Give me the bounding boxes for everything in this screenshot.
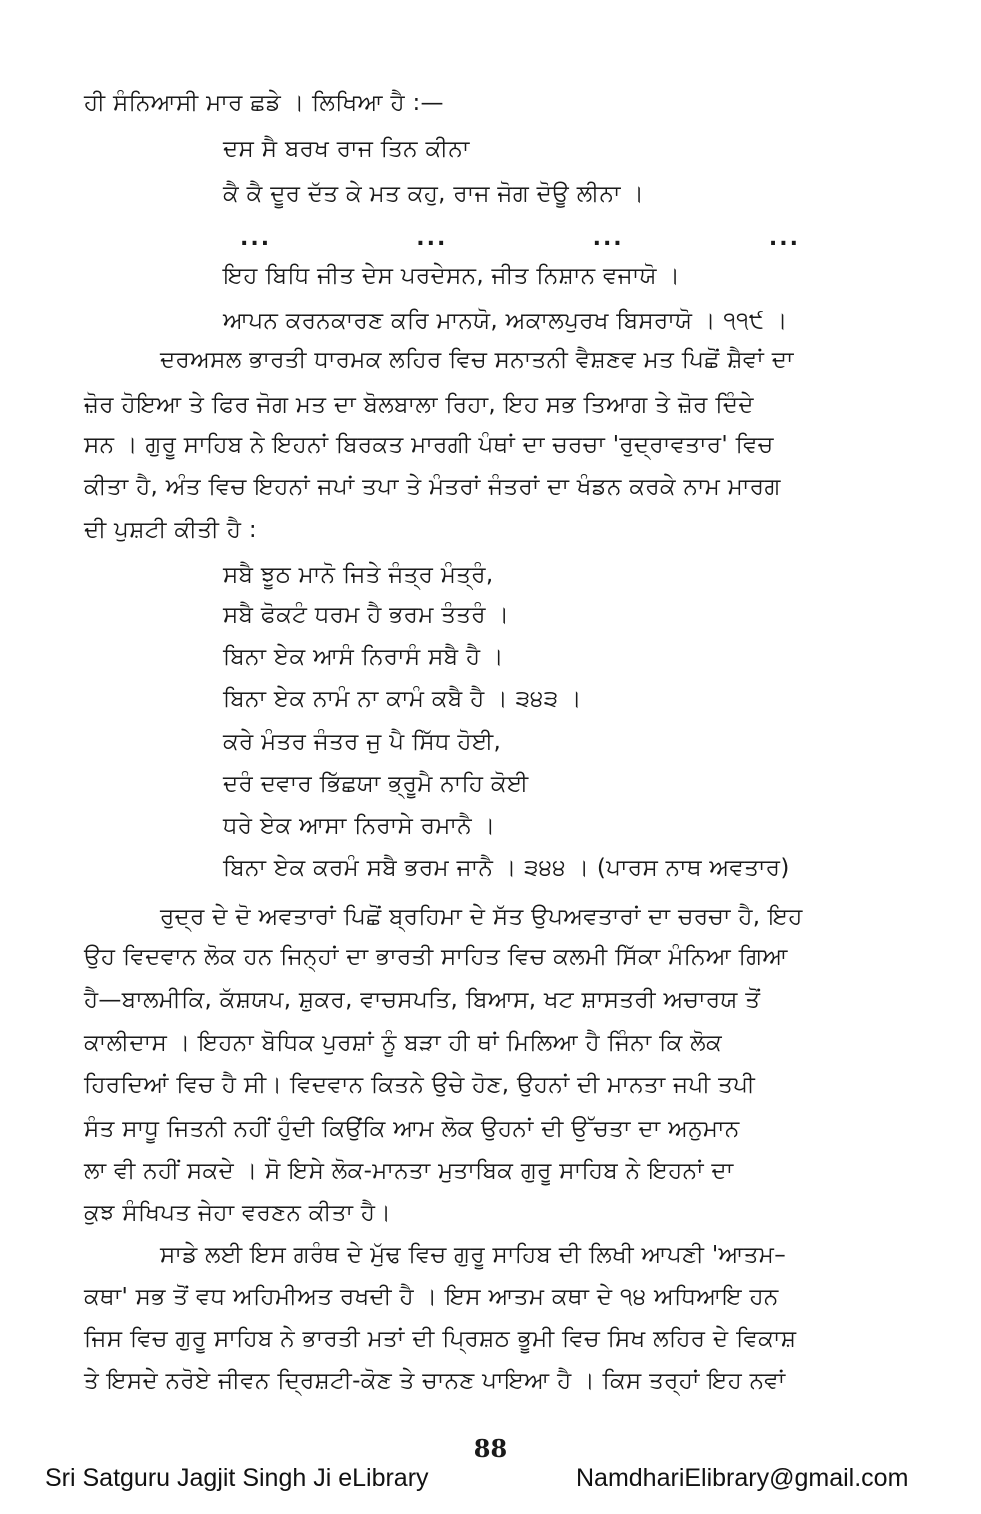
ellipsis: ... <box>416 226 448 251</box>
paragraph-start: ਦਰਅਸਲ ਭਾਰਤੀ ਧਾਰਮਕ ਲਹਿਰ ਵਿਚ ਸਨਾਤਨੀ ਵੈਸ਼ਣਵ ਮਤ ਪਿਛੋਂ ਸ਼ੈਵਾਂ ਦਾ <box>160 347 794 373</box>
paragraph-start: ਰੁਦ੍ਰ ਦੇ ਦੋ ਅਵਤਾਰਾਂ ਪਿਛੋਂ ਬ੍ਰਹਿਮਾ ਦੇ ਸੱਤ ਉਪਅਵਤਾਰਾਂ ਦਾ ਚਰਚਾ ਹੈ, ਇਹ <box>160 904 803 930</box>
footer-email: NamdhariElibrary@gmail.com <box>576 1464 909 1492</box>
verse-line: ਬਿਨਾ ਏਕ ਕਰਮੰ ਸਬੈ ਭਰਮ ਜਾਨੈ । ੩੪੪ । (ਪਾਰਸ ਨਾਥ ਅਵਤਾਰ) <box>223 855 790 881</box>
text-line: ਤੇ ਇਸਦੇ ਨਰੋਏ ਜੀਵਨ ਦ੍ਰਿਸ਼ਟੀ-ਕੋਣ ਤੇ ਚਾਨਣ ਪਾਇਆ ਹੈ । ਕਿਸ ਤਰ੍ਹਾਂ ਇਹ ਨਵਾਂ <box>84 1368 786 1394</box>
verse-line: ਕੈ ਕੈ ਦੂਰ ਦੱਤ ਕੇ ਮਤ ਕਹੁ, ਰਾਜ ਜੋਗ ਦੋਊ ਲੀਨਾ । <box>223 181 645 207</box>
text-line: ਕਾਲੀਦਾਸ । ਇਹਨਾ ਬੋਧਿਕ ਪੁਰਸ਼ਾਂ ਨੂੰ ਬੜਾ ਹੀ ਥਾਂ ਮਿਲਿਆ ਹੈ ਜਿੰਨਾ ਕਿ ਲੋਕ <box>84 1030 722 1056</box>
verse-line: ਧਰੇ ਏਕ ਆਸਾ ਨਿਰਾਸੇ ਰਮਾਨੈ । <box>223 813 496 839</box>
verse-line: ਸਬੈ ਫੋਕਟੰ ਧਰਮ ਹੈ ਭਰਮ ਤੰਤਰੰ । <box>223 602 510 628</box>
text-line: ਹਿਰਦਿਆਂ ਵਿਚ ਹੈ ਸੀ। ਵਿਦਵਾਨ ਕਿਤਨੇ ਉਚੇ ਹੋਣ, ਉਹਨਾਂ ਦੀ ਮਾਨਤਾ ਜਪੀ ਤਪੀ <box>84 1072 756 1098</box>
verse-ellipsis-row <box>240 226 800 251</box>
page-number: 88 <box>473 1434 508 1463</box>
text-line: ਜਿਸ ਵਿਚ ਗੁਰੂ ਸਾਹਿਬ ਨੇ ਭਾਰਤੀ ਮਤਾਂ ਦੀ ਪ੍ਰਿਸ਼ਠ ਭੂਮੀ ਵਿਚ ਸਿਖ ਲਹਿਰ ਦੇ ਵਿਕਾਸ਼ <box>84 1326 797 1352</box>
ellipsis: ... <box>592 226 624 251</box>
verse-line: ਕਰੇ ਮੰਤਰ ਜੰਤਰ ਜੁ ਪੈ ਸਿੱਧ ਹੋਈ, <box>223 729 502 755</box>
text-line: ਕੀਤਾ ਹੈ, ਅੰਤ ਵਿਚ ਇਹਨਾਂ ਜਪਾਂ ਤਪਾ ਤੇ ਮੰਤਰਾਂ ਜੰਤਰਾਂ ਦਾ ਖੰਡਨ ਕਰਕੇ ਨਾਮ ਮਾਰਗ <box>84 474 781 500</box>
ellipsis: ... <box>240 226 272 251</box>
verse-line: ਆਪਨ ਕਰਨਕਾਰਣ ਕਰਿ ਮਾਨਯੋ, ਅਕਾਲਪੁਰਖ ਬਿਸਰਾਯੋ । ੧੧੯ । <box>223 308 788 334</box>
verse-line: ਦਸ ਸੈ ਬਰਖ ਰਾਜ ਤਿਨ ਕੀਨਾ <box>223 136 470 162</box>
text-line: ਸੰਤ ਸਾਧੂ ਜਿਤਨੀ ਨਹੀਂ ਹੁੰਦੀ ਕਿਉਂਕਿ ਆਮ ਲੋਕ ਉਹਨਾਂ ਦੀ ਉੱਚਤਾ ਦਾ ਅਨੁਮਾਨ <box>84 1116 740 1142</box>
text-line: ਕਥਾ' ਸਭ ਤੋਂ ਵਧ ਅਹਿਮੀਅਤ ਰਖਦੀ ਹੈ । ਇਸ ਆਤਮ ਕਥਾ ਦੇ ੧੪ ਅਧਿਆਇ ਹਨ <box>84 1284 779 1310</box>
verse-line: ਬਿਨਾ ਏਕ ਆਸੰ ਨਿਰਾਸੰ ਸਬੈ ਹੈ । <box>223 644 504 670</box>
footer-library-name: Sri Satguru Jagjit Singh Ji eLibrary <box>45 1464 429 1492</box>
verse-line: ਸਬੈ ਝੂਠ ਮਾਨੋ ਜਿਤੇ ਜੰਤ੍ਰ ਮੰਤ੍ਰੰ, <box>223 562 494 588</box>
verse-line: ਬਿਨਾ ਏਕ ਨਾਮੰ ਨਾ ਕਾਮੰ ਕਬੈ ਹੈ । ੩੪੩ । <box>223 686 582 712</box>
text-line: ਉਹ ਵਿਦਵਾਨ ਲੋਕ ਹਨ ਜਿਨ੍ਹਾਂ ਦਾ ਭਾਰਤੀ ਸਾਹਿਤ ਵਿਚ ਕਲਮੀ ਸਿੱਕਾ ਮੰਨਿਆ ਗਿਆ <box>84 944 788 970</box>
text-line: ਹੀ ਸੰਨਿਆਸੀ ਮਾਰ ਛਡੇ । ਲਿਖਿਆ ਹੈ :— <box>84 90 444 116</box>
text-line: ਹੈ—ਬਾਲਮੀਕਿ, ਕੱਸ਼ਯਪ, ਸ਼ੁਕਰ, ਵਾਚਸਪਤਿ, ਬਿਆਸ, ਖਟ ਸ਼ਾਸਤਰੀ ਅਚਾਰਯ ਤੋਂ <box>84 987 761 1013</box>
text-line: ਸਨ । ਗੁਰੂ ਸਾਹਿਬ ਨੇ ਇਹਨਾਂ ਬਿਰਕਤ ਮਾਰਗੀ ਪੰਥਾਂ ਦਾ ਚਰਚਾ 'ਰੁਦ੍ਰਾਵਤਾਰ' ਵਿਚ <box>84 432 774 458</box>
verse-line: ਦਰੰ ਦਵਾਰ ਭਿੱਛਯਾ ਭ੍ਰੂਮੈ ਨਾਹਿ ਕੋਈ <box>223 771 529 797</box>
text-line: ਜ਼ੋਰ ਹੋਇਆ ਤੇ ਫਿਰ ਜੋਗ ਮਤ ਦਾ ਬੋਲਬਾਲਾ ਰਿਹਾ, ਇਹ ਸਭ ਤਿਆਗ ਤੇ ਜ਼ੋਰ ਦਿੰਦੇ <box>84 392 754 418</box>
text-line: ਦੀ ਪੁਸ਼ਟੀ ਕੀਤੀ ਹੈ : <box>84 517 257 543</box>
text-line: ਲਾ ਵੀ ਨਹੀਂ ਸਕਦੇ । ਸੋ ਇਸੇ ਲੋਕ-ਮਾਨਤਾ ਮੁਤਾਬਿਕ ਗੁਰੂ ਸਾਹਿਬ ਨੇ ਇਹਨਾਂ ਦਾ <box>84 1158 734 1184</box>
verse-line: ਇਹ ਬਿਧਿ ਜੀਤ ਦੇਸ ਪਰਦੇਸਨ, ਜੀਤ ਨਿਸ਼ਾਨ ਵਜਾਯੋ । <box>223 263 681 289</box>
text-line: ਕੁਝ ਸੰਖਿਪਤ ਜੇਹਾ ਵਰਣਨ ਕੀਤਾ ਹੈ। <box>84 1200 392 1226</box>
paragraph-start: ਸਾਡੇ ਲਈ ਇਸ ਗਰੰਥ ਦੇ ਮੁੱਢ ਵਿਚ ਗੁਰੂ ਸਾਹਿਬ ਦੀ ਲਿਖੀ ਆਪਣੀ 'ਆਤਮ– <box>160 1242 787 1268</box>
ellipsis: ... <box>768 226 800 251</box>
